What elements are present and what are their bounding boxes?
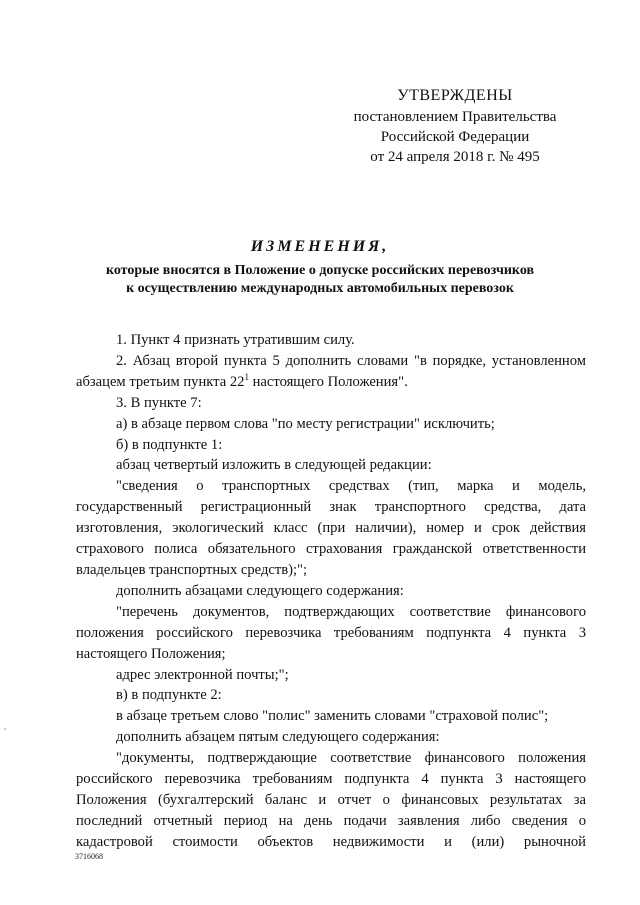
subtitle-line-1: которые вносятся в Положение о допуске российских перевозчиков	[105, 263, 535, 278]
paragraph-2-text: 2. Абзац второй пункта 5 дополнить словами "в порядке, установленном абзацем третьим пункта 22	[76, 352, 586, 390]
paragraph-14: "документы, подтверждающие соответствие финансового положения российского перевозчика требованиям подпункта 4 пункта 3 настоящего Положения (бухгалтерский баланс и отчет о финансовых результатах за последний отчетный период на день подачи заявления либо сведения о кадастровой стоимости объектов недвижимости и (или) рыночной	[76, 750, 586, 850]
paragraph-2-tail: настоящего Положения".	[248, 373, 408, 390]
paragraph-9: "перечень документов, подтверждающих соответствие финансового положения российского перевозчика требованиям подпункта 4 пункта 3 настоящего Положения;	[76, 603, 586, 662]
paragraph-5: б) в подпункте 1:	[116, 436, 223, 453]
paragraph-12: в абзаце третьем слово "полис" заменить словами "страховой полис";	[116, 708, 549, 725]
approval-line-1: постановлением Правительства	[353, 109, 557, 125]
paragraph-2	[76, 351, 586, 393]
document-subtitle	[60, 262, 580, 298]
approval-line-3: от 24 апреля 2018 г. № 495	[370, 149, 540, 165]
paragraph-1: 1. Пункт 4 признать утратившим силу.	[116, 332, 355, 348]
approval-block	[330, 86, 580, 167]
paragraph-3: 3. В пункте 7:	[116, 394, 202, 411]
document-title: ИЗМЕНЕНИЯ,	[250, 238, 390, 255]
paragraph-8: дополнить абзацами следующего содержания:	[116, 582, 404, 599]
paragraph-11: в) в подпункте 2:	[116, 687, 222, 704]
paragraph-6: абзац четвертый изложить в следующей редакции:	[116, 457, 432, 474]
paragraph-4: а) в абзаце первом слова "по месту регистрации" исключить;	[116, 415, 495, 432]
margin-dot	[4, 728, 6, 730]
paragraph-10: адрес электронной почты;";	[116, 666, 289, 683]
subtitle-line-2: к осуществлению международных автомобильных перевозок	[126, 281, 514, 296]
paragraph-13: дополнить абзацем пятым следующего содержания:	[116, 729, 440, 746]
approval-line-2: Российской Федерации	[380, 129, 530, 145]
document-id: 3716068	[75, 852, 103, 861]
paragraph-7: "сведения о транспортных средствах (тип, марка и модель, государственный регистрационный знак транспортного средства, дата изготовления, экологический класс (при наличии), номер и срок действия страхового полиса обязательного страхования гражданской ответственности владельцев транспортных средств);";	[76, 478, 586, 578]
approval-heading: УТВЕРЖДЕНЫ	[397, 87, 513, 104]
paragraph-2-superscript: 1	[244, 371, 249, 382]
document-body	[76, 330, 586, 853]
